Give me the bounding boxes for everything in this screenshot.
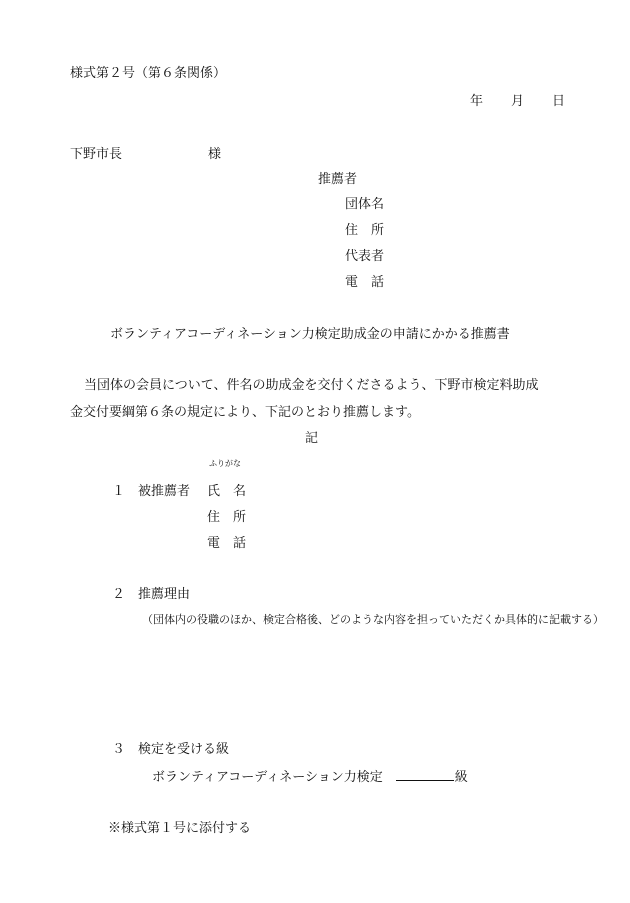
nominee-address-label: 住 所 — [207, 510, 247, 525]
section1-number: １ — [112, 484, 126, 499]
date-year-label: 年 — [470, 94, 484, 109]
recommender-label: 推薦者 — [318, 172, 358, 187]
body-line-2: 金交付要綱第６条の規定により、下記のとおり推薦します。 — [70, 405, 420, 420]
recommender-phone-label: 電 話 — [345, 275, 385, 290]
nominee-name-label: 氏 名 — [207, 484, 247, 499]
nominee-phone-label: 電 話 — [207, 536, 247, 551]
form-number: 様式第２号（第６条関係） — [70, 66, 227, 81]
exam-grade-line — [152, 769, 468, 784]
recommender-org-label: 団体名 — [345, 197, 385, 212]
furigana-label: ふりがな — [209, 459, 241, 468]
grade-blank-field[interactable] — [396, 769, 454, 781]
recommender-rep-label: 代表者 — [345, 249, 385, 264]
ki-heading: 記 — [305, 431, 319, 446]
footer-note: ※様式第１号に添付する — [108, 821, 252, 836]
body-line-1: 当団体の会員について、件名の助成金を交付くださるよう、下野市検定料助成 — [84, 378, 539, 393]
date-line — [470, 95, 565, 108]
section2-note: （団体内の役職のほか、検定合格後、どのような内容を担っていただくか具体的に記載する） — [142, 613, 604, 626]
date-day-label: 日 — [552, 94, 566, 109]
addressee-honorific: 様 — [208, 147, 222, 162]
grade-suffix: 級 — [454, 770, 468, 785]
addressee-name: 下野市長 — [70, 147, 123, 162]
section1-label: 被推薦者 — [138, 484, 191, 499]
document-title: ボランティアコーディネーション力検定助成金の申請にかかる推薦書 — [110, 327, 510, 342]
section2-label: 推薦理由 — [138, 587, 191, 602]
section3-number: ３ — [112, 742, 126, 757]
date-month-label: 月 — [511, 94, 525, 109]
recommender-address-label: 住 所 — [345, 223, 385, 238]
section2-number: ２ — [112, 587, 126, 602]
exam-name: ボランティアコーディネーション力検定 — [152, 770, 383, 785]
section3-label: 検定を受ける級 — [138, 742, 230, 757]
